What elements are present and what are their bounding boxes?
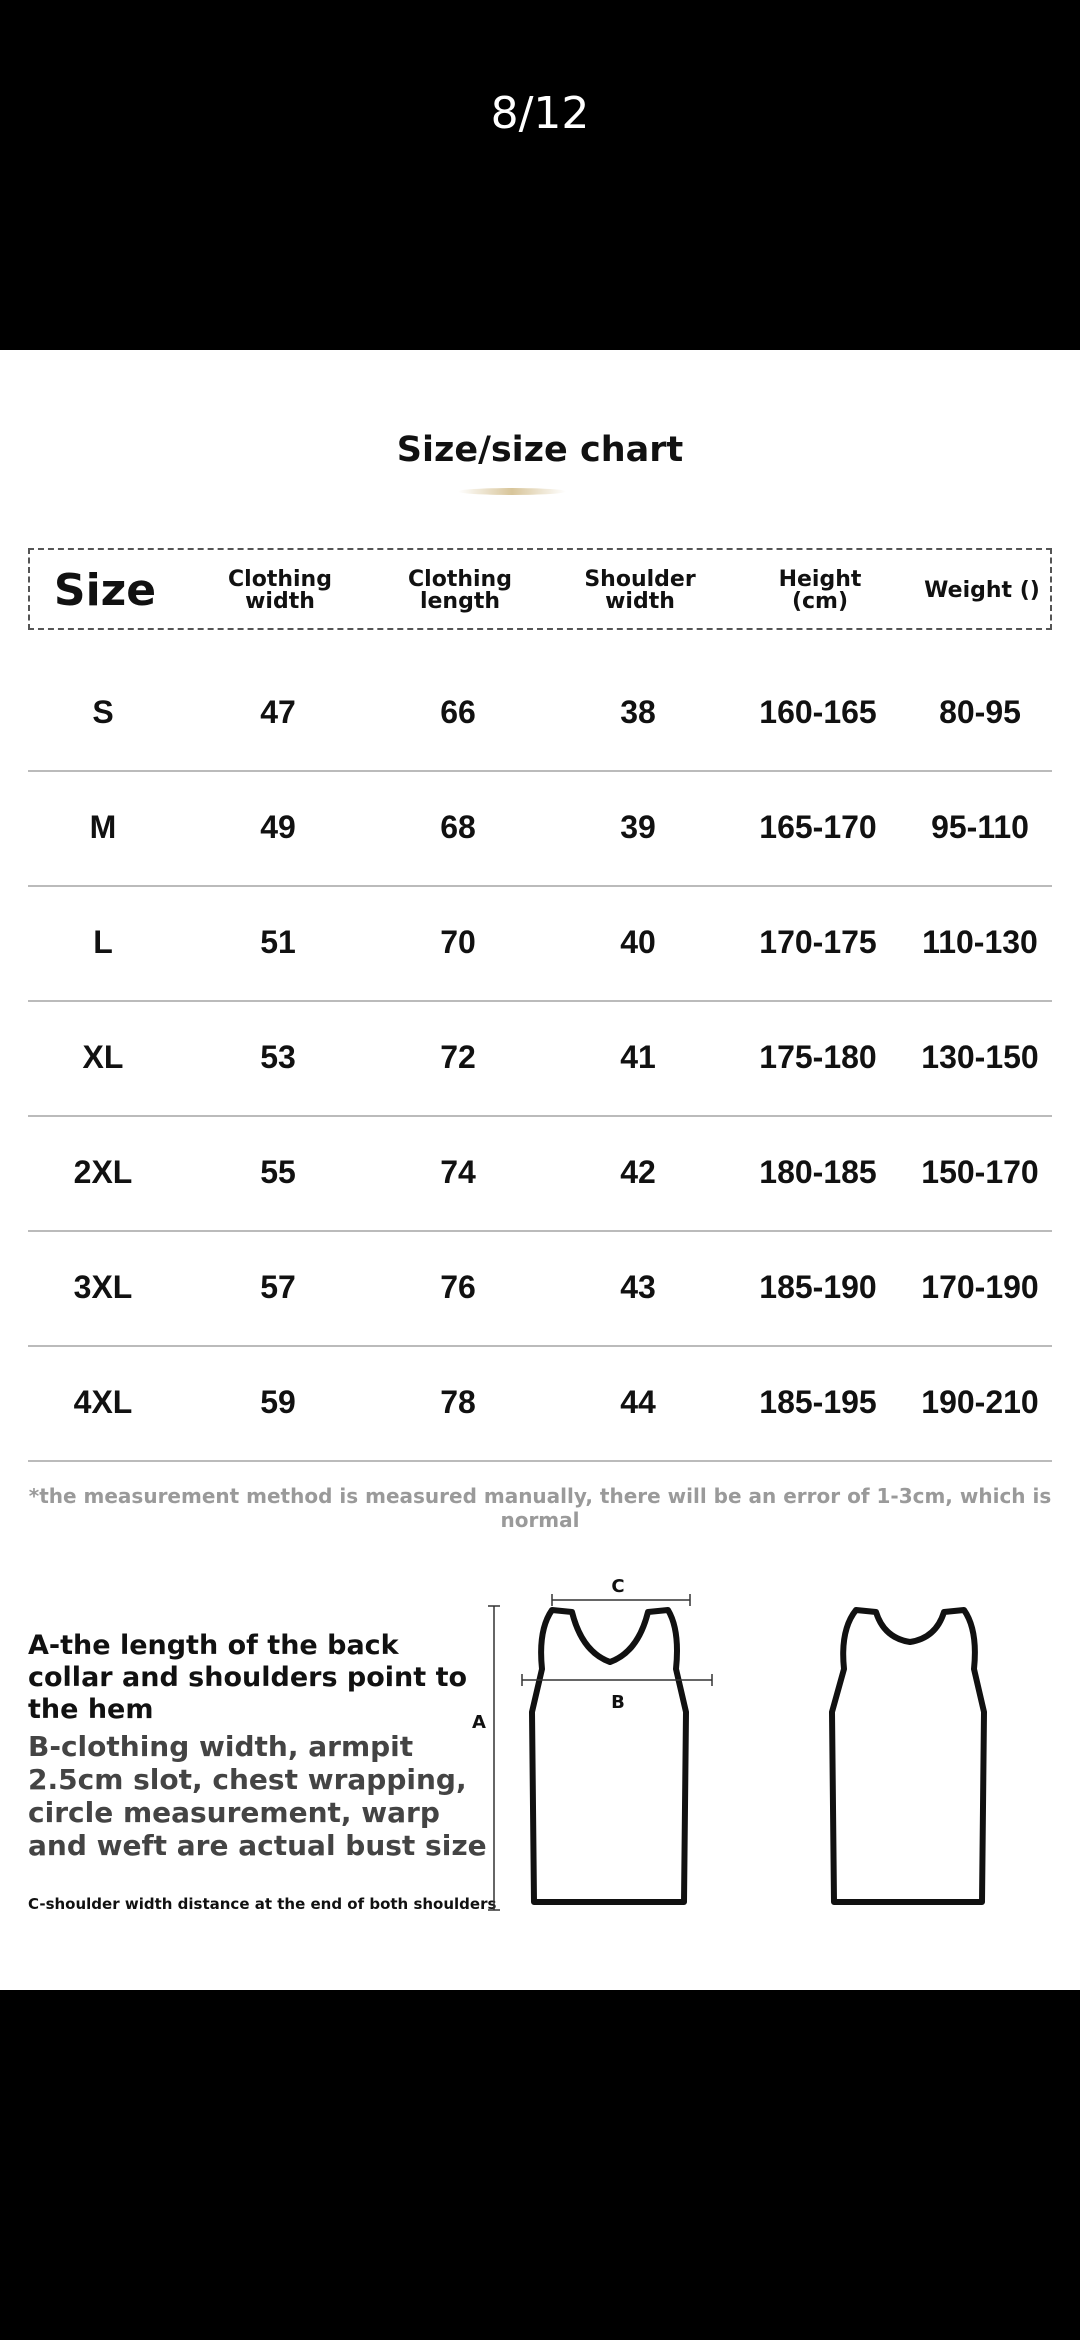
cell-shoulder-width: 43 [620, 1269, 656, 1305]
cell-height: 185-190 [759, 1269, 877, 1305]
table-row [28, 1345, 1052, 1462]
legend-c: C-shoulder width distance at the end of both shoulders [28, 1895, 497, 1913]
label-a: A [472, 1712, 486, 1733]
table-row [28, 655, 1052, 772]
table-row [28, 885, 1052, 1002]
header-height: Height (cm) [778, 567, 862, 614]
chart-title: Size/size chart [396, 430, 684, 470]
cell-shoulder-width: 40 [620, 924, 656, 960]
cell-clothing-width: 51 [260, 924, 296, 960]
cell-clothing-length: 72 [440, 1039, 476, 1075]
cell-clothing-width: 59 [260, 1384, 296, 1420]
cell-size: M [89, 809, 117, 845]
cell-shoulder-width: 39 [620, 809, 656, 845]
image-counter: 8/12 [490, 88, 590, 139]
size-chart-image [0, 350, 1080, 1990]
cell-size: 3XL [73, 1269, 133, 1305]
table-row [28, 1230, 1052, 1347]
label-b: B [611, 1692, 625, 1713]
legend-b: B-clothing width, armpit 2.5cm slot, chest wrapping, circle measurement, warp and weft are actual bust size [28, 1730, 487, 1862]
legend-a: A-the length of the back collar and shoulders point to the hem [28, 1630, 468, 1725]
cell-shoulder-width: 38 [620, 694, 656, 730]
cell-clothing-width: 49 [260, 809, 296, 845]
viewer-top-bar [0, 0, 1080, 350]
cell-size: 4XL [73, 1384, 133, 1420]
cell-size: S [92, 694, 114, 730]
table-row [28, 770, 1052, 887]
cell-clothing-width: 57 [260, 1269, 296, 1305]
cell-clothing-length: 74 [440, 1154, 476, 1190]
cell-size: 2XL [73, 1154, 133, 1190]
cell-size: XL [82, 1039, 124, 1075]
table-header [28, 548, 1052, 630]
cell-clothing-length: 76 [440, 1269, 476, 1305]
title-underline [458, 488, 566, 495]
cell-height: 160-165 [759, 694, 877, 730]
cell-clothing-width: 55 [260, 1154, 296, 1190]
cell-clothing-length: 70 [440, 924, 476, 960]
tank-back-outline [832, 1610, 984, 1902]
cell-weight: 190-210 [921, 1384, 1039, 1420]
cell-clothing-length: 68 [440, 809, 476, 845]
cell-clothing-length: 78 [440, 1384, 476, 1420]
cell-weight: 170-190 [921, 1269, 1039, 1305]
cell-shoulder-width: 41 [620, 1039, 656, 1075]
cell-clothing-length: 66 [440, 694, 476, 730]
cell-weight: 95-110 [931, 809, 1029, 845]
cell-height: 180-185 [759, 1154, 877, 1190]
cell-weight: 130-150 [921, 1039, 1039, 1075]
header-clothing-width: Clothing width [228, 567, 332, 614]
header-size: Size [53, 565, 157, 616]
cell-weight: 110-130 [922, 924, 1038, 960]
tank-top-diagram [472, 1572, 1040, 1932]
cell-clothing-width: 47 [260, 694, 296, 730]
cell-weight: 80-95 [939, 694, 1021, 730]
header-clothing-length: Clothing length [408, 567, 512, 614]
cell-height: 175-180 [759, 1039, 877, 1075]
header-weight: Weight () [924, 578, 1040, 603]
table-row [28, 1115, 1052, 1232]
measurement-note: *the measurement method is measured manually, there will be an error of 1-3cm, which is normal [28, 1484, 1052, 1532]
cell-size: L [93, 924, 113, 960]
cell-shoulder-width: 42 [620, 1154, 656, 1190]
table-row [28, 1000, 1052, 1117]
cell-height: 185-195 [759, 1384, 877, 1420]
cell-weight: 150-170 [921, 1154, 1039, 1190]
cell-height: 170-175 [759, 924, 877, 960]
label-c: C [611, 1576, 625, 1597]
cell-clothing-width: 53 [260, 1039, 296, 1075]
tank-front-outline [532, 1610, 686, 1902]
cell-shoulder-width: 44 [620, 1384, 656, 1420]
cell-height: 165-170 [759, 809, 877, 845]
header-shoulder-width: Shoulder width [584, 567, 696, 614]
